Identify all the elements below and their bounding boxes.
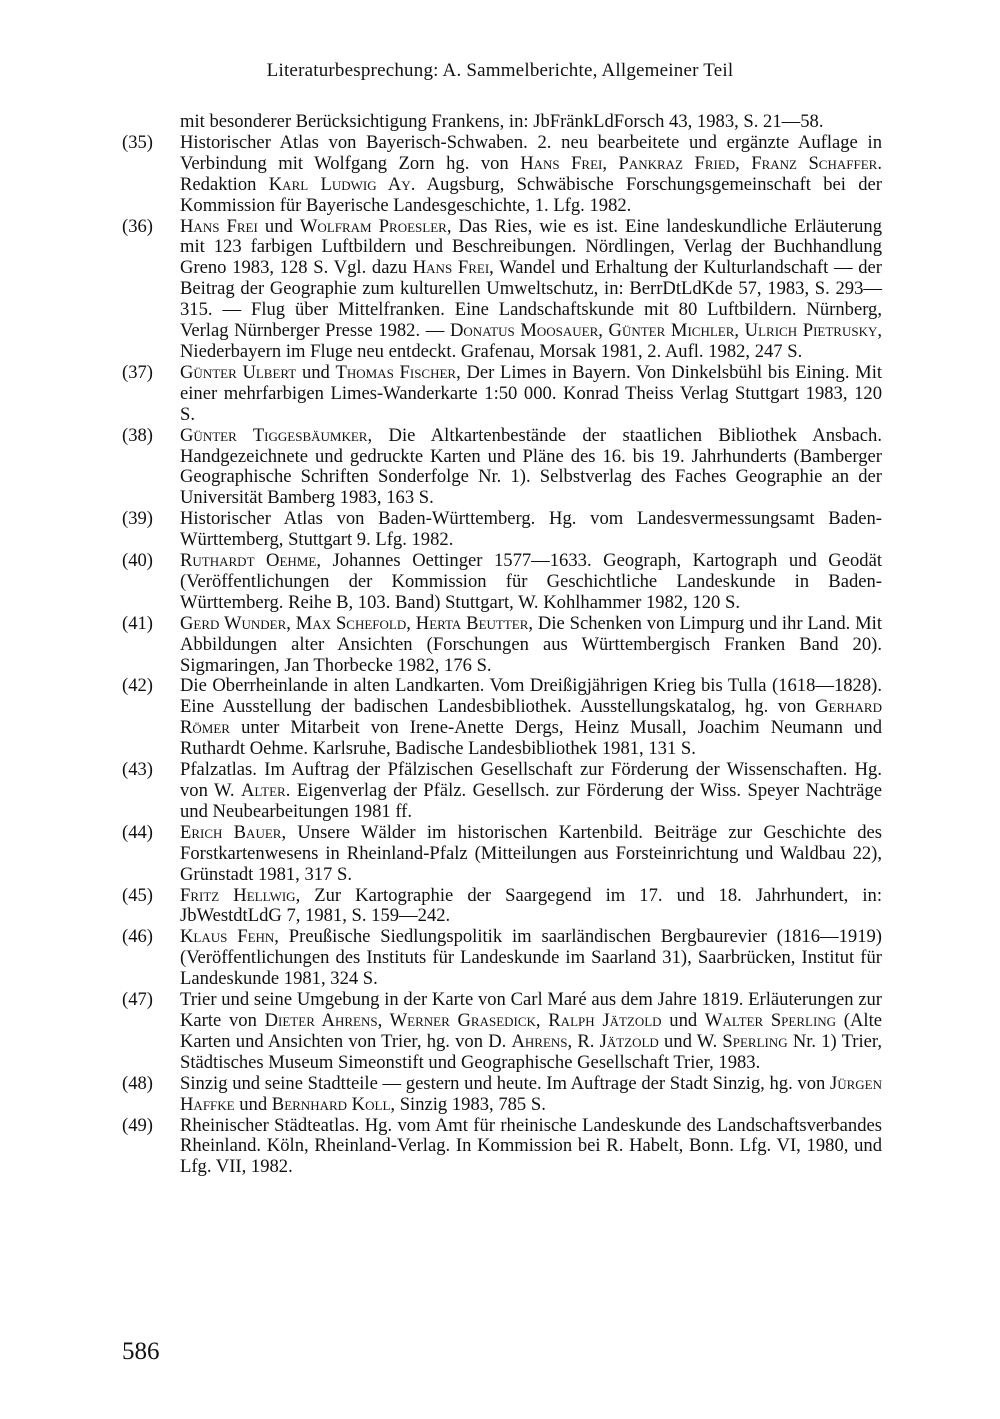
entry-number: (39)	[122, 508, 153, 530]
entry-text-segment: , R.	[567, 1030, 600, 1052]
author-name: Thomas Fischer	[335, 361, 457, 383]
entry-text-segment: Die Oberrheinlande in alten Landkarten. Vom Dreißigjährigen Krieg bis Tulla (1618—1828). Eine Ausstellung der badischen Landesbibliothek. Ausstellungskatalog, hg. von	[180, 675, 882, 718]
bibliography-entry	[122, 676, 882, 760]
entry-text	[180, 885, 882, 927]
entry-text-segment: mit besonderer Berücksichtigung Frankens, in: JbFränkLdForsch 43, 1983, S. 21—58.	[180, 111, 824, 132]
entry-text-segment: . Redaktion	[180, 152, 882, 195]
entry-text	[180, 822, 882, 885]
entry-text-segment: Sinzig und seine Stadtteile — gestern und heute. Im Auftrage der Stadt Sinzig, hg. von	[180, 1072, 830, 1094]
author-name: Ruthardt Oehme	[180, 550, 317, 572]
entry-text-segment: , Sinzig 1983, 785 S.	[390, 1093, 546, 1115]
entry-text-segment: . Augsburg, Schwäbische Forschungsgemeinschaft bei der Kommission für Bayerische Landesgeschichte, 1. Lfg. 1982.	[180, 173, 882, 216]
author-name: Erich Bauer	[180, 821, 282, 843]
bibliography-entry	[122, 1116, 882, 1179]
author-name: Hans Frei	[180, 215, 258, 237]
entry-number: (43)	[122, 759, 153, 781]
entry-text-segment: Historischer Atlas von Bayerisch-Schwaben. 2. neu bearbeitete und ergänzte Auflage in Verbindung mit Wolfgang Zorn hg. von	[180, 131, 882, 174]
entry-text-segment: , Unsere Wälder im historischen Kartenbild. Beiträge zur Geschichte des Forstkartenwesens in Rheinland-Pfalz (Mitteilungen aus Forsteinrichtung und Waldbau 22), Grünstadt 1981, 317 S.	[180, 821, 882, 885]
entry-text	[180, 362, 882, 425]
entry-text-segment: Rheinischer Städteatlas. Hg. vom Amt für rheinische Landeskunde des Landschaftsverbandes Rheinland. Köln, Rheinland-Verlag. In Kommission bei R. Habelt, Bonn. Lfg. VI, 1980, und Lfg. VII, 1982.	[180, 1114, 882, 1178]
entry-text	[180, 675, 882, 759]
entry-text-segment: , Die Altkartenbestände der staatlichen Bibliothek Ansbach. Handgezeichnete und gedruckte Karten und Pläne des 16. bis 19. Jahrhunderts (Bamberger Geographische Schriften Sonderfolge Nr. 1). Selbstverlag des Faches Geographie an der Universität Bamberg 1983, 163 S.	[180, 424, 883, 509]
entry-text-segment: unter Mitarbeit von Irene-Anette Dergs, Heinz Musall, Joachim Neumann und Ruthardt Oehme. Karlsruhe, Badische Landesbibliothek 1981, 131 S.	[180, 717, 882, 760]
entry-text-segment: , Das Ries, wie es ist. Eine landeskundliche Erläuterung mit 123 farbigen Luftbildern und Beschreibungen. Nördlingen, Verlag der Buchhandlung Greno 1983, 128 S. Vgl. dazu	[180, 215, 882, 279]
author-name: Jätzold	[599, 1030, 659, 1052]
bibliography-entry	[122, 112, 882, 133]
author-name: Fritz Hellwig	[180, 884, 296, 906]
author-name: Ahrens	[511, 1030, 568, 1052]
bibliography-entry	[122, 886, 882, 928]
entry-text-segment: und	[296, 361, 336, 383]
entry-number: (36)	[122, 215, 153, 237]
entry-text	[180, 425, 882, 509]
bibliography-entry	[122, 217, 882, 363]
entry-number: (40)	[122, 550, 153, 572]
bibliography-entry	[122, 760, 882, 823]
entry-number: (45)	[122, 884, 153, 906]
author-name: Gerhard Römer	[180, 696, 882, 739]
author-name: Dieter Ahrens, Werner Grasedick, Ralph Jätzold	[264, 1009, 662, 1031]
entry-text-segment: , Die Schenken von Limpurg und ihr Land. Mit Abbildungen alter Ansichten (Forschungen aus Württembergisch Franken Band 20). Sigmaringen, Jan Thorbecke 1982, 176 S.	[180, 612, 883, 676]
author-name: Donatus Moosauer, Günter Michler, Ulrich Pietrusky	[449, 320, 878, 342]
bibliography-entry	[122, 927, 882, 990]
bibliography-entry	[122, 551, 882, 614]
author-name: Bernhard Koll	[271, 1093, 391, 1115]
entry-text-segment: und	[661, 1009, 705, 1031]
entry-text-segment: , Der Limes in Bayern. Von Dinkelsbühl bis Eining. Mit einer mehrfarbigen Limes-Wanderkarte 1:50 000. Konrad Theiss Verlag Stuttgart 1983, 120 S.	[180, 361, 883, 425]
bibliography-entry	[122, 133, 882, 217]
entry-number: (49)	[122, 1114, 153, 1136]
entry-text	[180, 132, 882, 216]
entry-number: (41)	[122, 612, 153, 634]
entry-text-segment: (Alte Karten und Ansichten von Trier, hg. von D.	[180, 1009, 882, 1052]
author-name: Hans Frei, Pankraz Fried, Franz Schaffer	[520, 152, 878, 174]
entry-number: (37)	[122, 361, 153, 383]
entry-text	[180, 216, 882, 362]
entry-number: (42)	[122, 675, 153, 697]
entry-text	[180, 1115, 882, 1178]
entry-number: (48)	[122, 1072, 153, 1094]
running-header: Literaturbesprechung: A. Sammelberichte, Allgemeiner Teil	[266, 60, 734, 81]
author-name: Karl Ludwig Ay	[268, 173, 411, 195]
entry-text-segment: Nr. 1) Trier, Städtisches Museum Simeonstift und Geographische Gesellschaft Trier, 1983.	[180, 1030, 882, 1073]
author-name: Jürgen Haffke	[180, 1072, 882, 1115]
entry-number: (47)	[122, 989, 153, 1011]
entry-text	[180, 926, 882, 989]
entry-number: (38)	[122, 424, 153, 446]
entry-text-segment: Trier und seine Umgebung in der Karte von Carl Maré aus dem Jahre 1819. Erläuterungen zur Karte von	[180, 989, 882, 1031]
bibliography-entry	[122, 1074, 882, 1116]
entry-text-segment: , Johannes Oettinger 1577—1633. Geograph, Kartograph und Geodät (Veröffentlichungen der Kommission für Geschichtliche Landeskunde in Baden-Württemberg. Reihe B, 103. Band) Stuttgart, W. Kohlhammer 1982, 120 S.	[180, 550, 882, 613]
bibliography-entry	[122, 990, 882, 1074]
entry-text-segment: und W.	[658, 1030, 723, 1052]
bibliography-list	[122, 112, 882, 1178]
bibliography-entry	[122, 823, 882, 886]
author-name: Walter Sperling	[704, 1009, 837, 1031]
bibliography-entry	[122, 363, 882, 426]
entry-text	[180, 613, 882, 676]
author-name: Günter Tiggesbäumker	[180, 424, 368, 446]
entry-text-segment: und	[257, 215, 300, 237]
bibliography-entry	[122, 426, 882, 510]
author-name: Gerd Wunder, Max Schefold, Herta Beutter	[180, 612, 529, 634]
entry-number: (44)	[122, 821, 153, 843]
page-number: 586	[122, 1338, 160, 1365]
entry-number: (46)	[122, 926, 153, 948]
entry-text-segment: , Preußische Siedlungspolitik im saarländischen Bergbaurevier (1816—1919) (Veröffentlichungen des Instituts für Landeskunde im Saarland 31), Saarbrücken, Institut für Landeskunde 1981, 324 S.	[180, 926, 882, 990]
author-name: Wolfram Proesler	[299, 215, 447, 237]
entry-text	[180, 759, 882, 822]
entry-text	[180, 508, 882, 550]
entry-text-segment: , Wandel und Erhaltung der Kulturlandschaft — der Beitrag der Geographie zum kulturellen Umweltschutz, in: BerrDtLdKde 57, 1983, S. 293—315. — Flug über Mittelfranken. Eine Landschaftskunde mit 80 Luftbildern. Nürnberg, Verlag Nürnberger Presse 1982. —	[180, 257, 882, 342]
author-name: Klaus Fehn	[180, 926, 275, 948]
entry-text-segment: Pfalzatlas. Im Auftrag der Pfälzischen Gesellschaft zur Förderung der Wissenschaften. Hg. von W.	[180, 759, 882, 801]
author-name: Hans Frei	[412, 257, 490, 279]
bibliography-entry	[122, 614, 882, 677]
author-name: Sperling	[722, 1030, 788, 1052]
entry-text	[180, 1073, 882, 1115]
entry-text-segment: , Zur Kartographie der Saargegend im 17. und 18. Jahrhundert, in: JbWestdtLdG 7, 1981, S. 159—242.	[180, 884, 882, 927]
entry-text	[180, 989, 882, 1073]
bibliography-entry	[122, 509, 882, 551]
entry-text-segment: Historischer Atlas von Baden-Württemberg. Hg. vom Landesvermessungsamt Baden-Württemberg, Stuttgart 9. Lfg. 1982.	[180, 508, 882, 551]
author-name: Alter	[240, 780, 286, 801]
entry-text	[180, 111, 823, 132]
entry-text-segment: , Niederbayern im Fluge neu entdeckt. Grafenau, Morsak 1981, 2. Aufl. 1982, 247 S.	[180, 320, 882, 362]
entry-text	[180, 550, 882, 613]
entry-text-segment: und	[234, 1093, 272, 1115]
entry-text-segment: . Eigenverlag der Pfälz. Gesellsch. zur Förderung der Wiss. Speyer Nachträge und Neubearbeitungen 1981 ff.	[180, 780, 883, 822]
entry-number: (35)	[122, 131, 153, 153]
author-name: Günter Ulbert	[180, 361, 297, 383]
